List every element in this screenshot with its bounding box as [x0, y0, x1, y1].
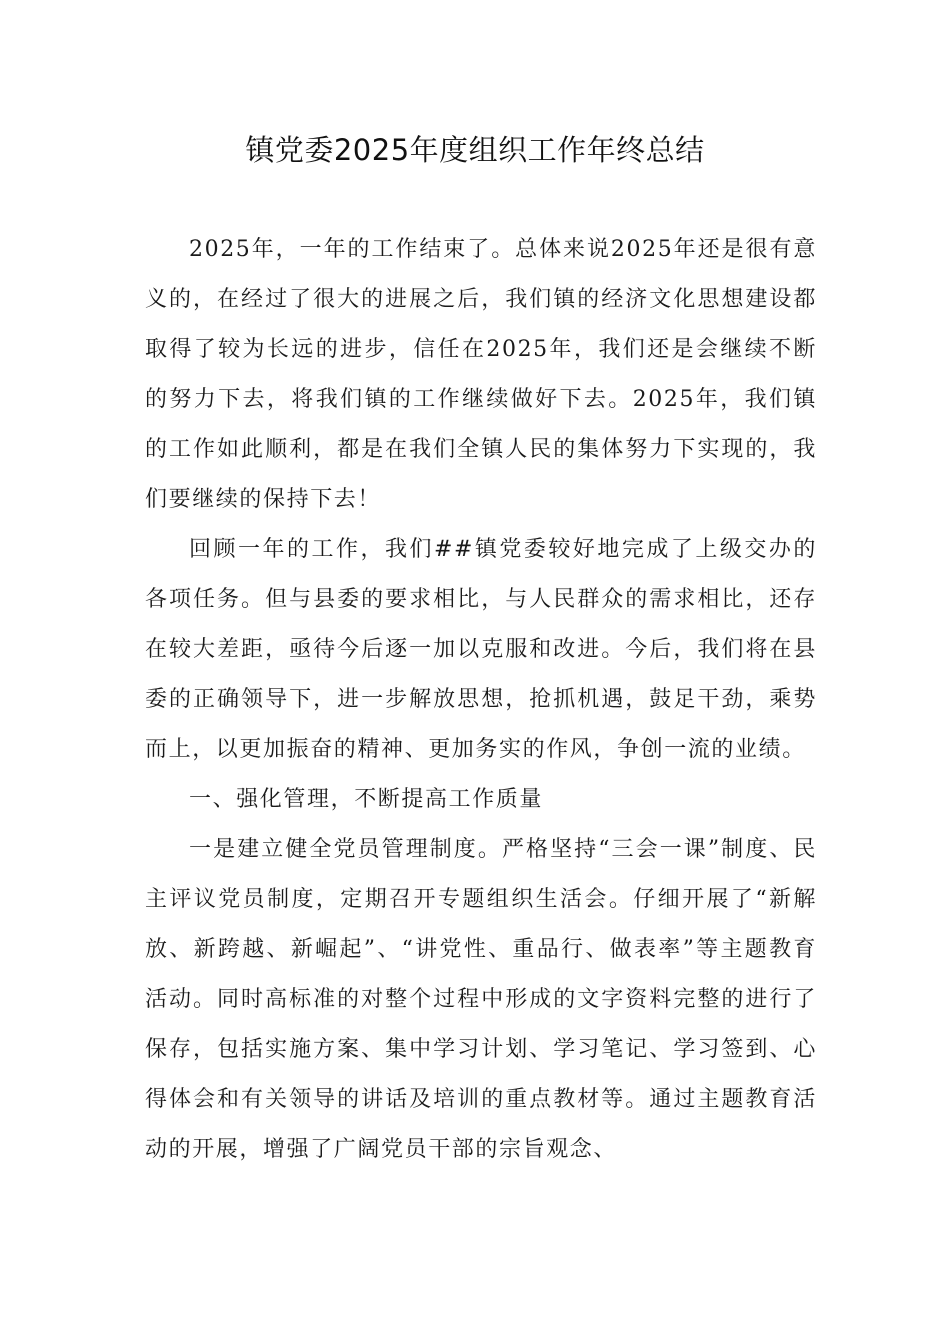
paragraph-intro: 2025年，一年的工作结束了。总体来说2025年还是很有意义的，在经过了很大的进展之后，我们镇的经济文化思想建设都取得了较为长远的进步，信任在2025年，我们还是会继续不断的努力下去，将我们镇的工作继续做好下去。2025年，我们镇的工作如此顺利，都是在我们全镇人民的集体努力下实现的，我们要继续的保持下去！ [145, 237, 817, 512]
document-body [145, 225, 817, 1175]
paragraph-review: 回顾一年的工作，我们##镇党委较好地完成了上级交办的各项任务。但与县委的要求相比，与人民群众的需求相比，还存在较大差距，亟待今后逐一加以克服和改进。今后，我们将在县委的正确领导下，进一步解放思想，抢抓机遇，鼓足干劲，乘势而上，以更加振奋的精神、更加务实的作风，争创一流的业绩。 [145, 537, 817, 762]
section-heading: 一、强化管理，不断提高工作质量 [189, 787, 544, 812]
paragraph-management: 一是建立健全党员管理制度。严格坚持“三会一课”制度、民主评议党员制度，定期召开专题组织生活会。仔细开展了“新解放、新跨越、新崛起”、“讲党性、重品行、做表率”等主题教育活动。同时高标准的对整个过程中形成的文字资料完整的进行了保存，包括实施方案、集中学习计划、学习笔记、学习签到、心得体会和有关领导的讲话及培训的重点教材等。通过主题教育活动的开展，增强了广阔党员干部的宗旨观念、 [145, 837, 817, 1162]
document-title: 镇党委2025年度组织工作年终总结 [245, 133, 705, 167]
